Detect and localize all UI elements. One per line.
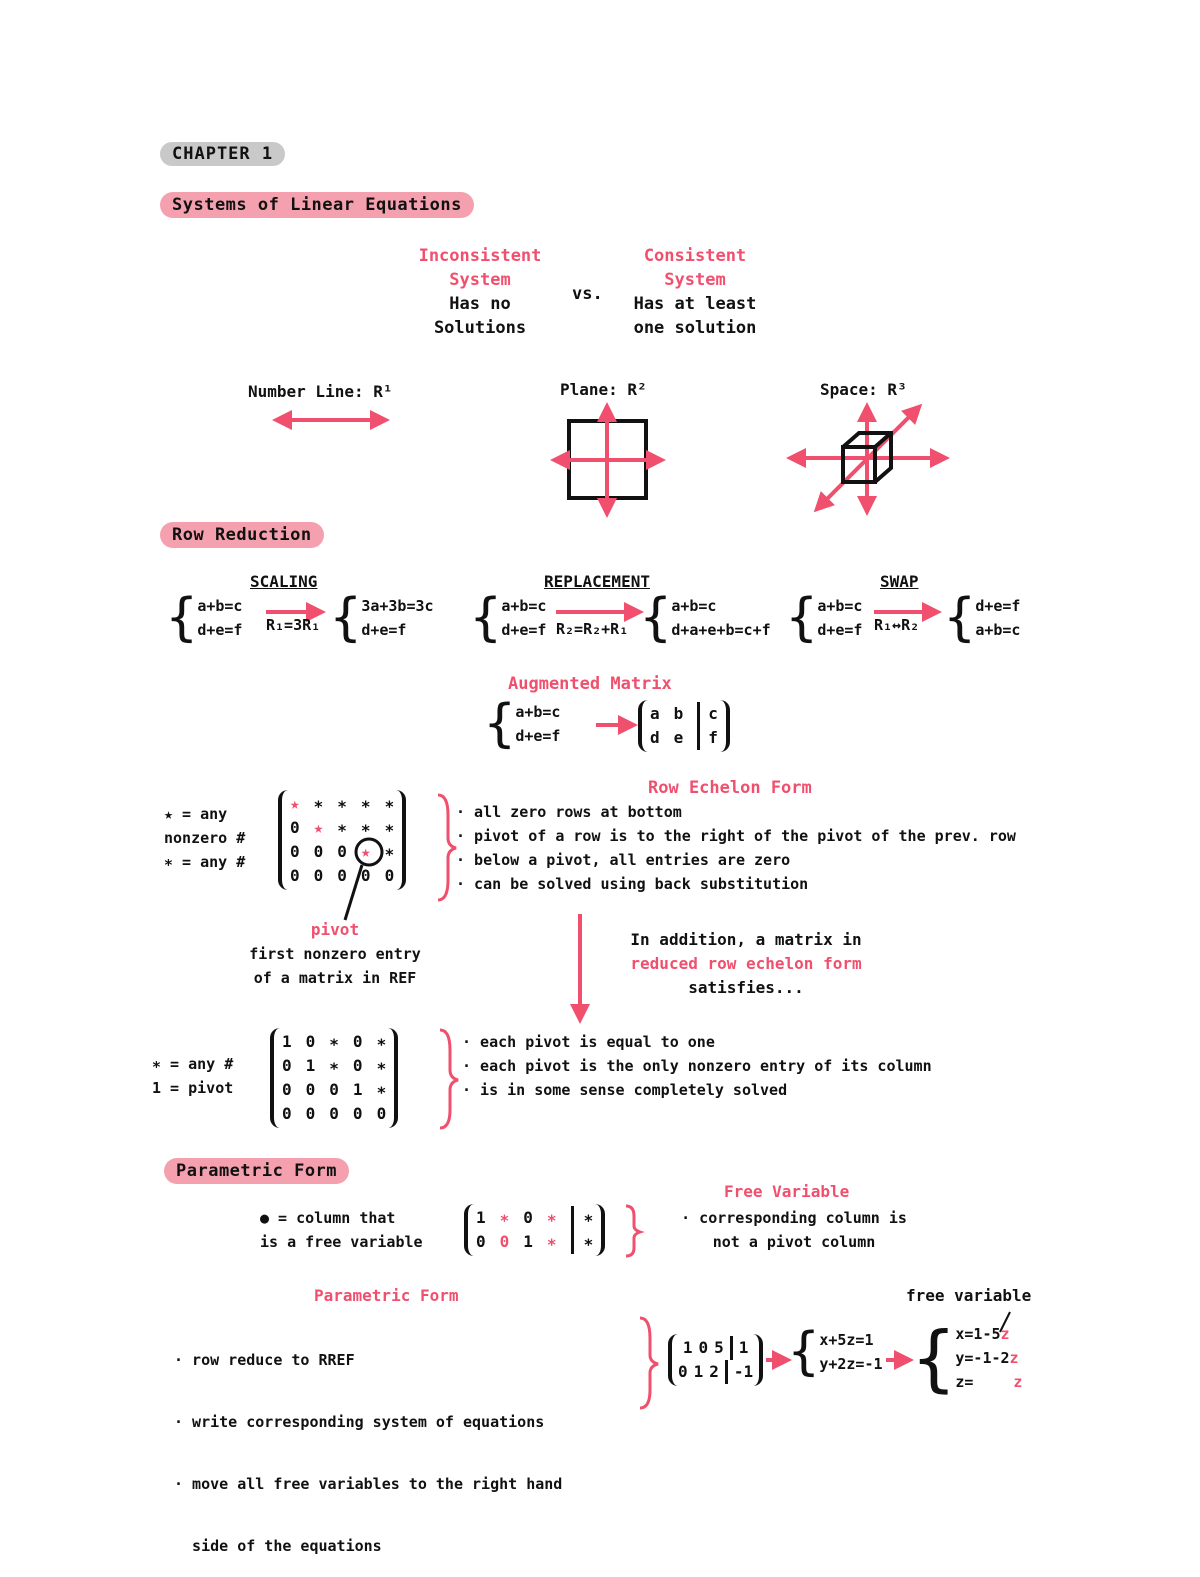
left-brace: { xyxy=(640,588,672,648)
eq-line: d+e=f xyxy=(975,597,1021,615)
left-brace: { xyxy=(912,1316,956,1400)
matrix-entry: ∗ xyxy=(329,1032,339,1051)
matrix-entry: ∗ xyxy=(384,818,395,837)
scaling-right-system xyxy=(330,588,434,648)
scaling-left-system xyxy=(166,588,243,648)
eq-line: x+5z=1 xyxy=(819,1331,874,1349)
matrix-entry: ∗ xyxy=(337,794,347,813)
matrix-entry: 1 xyxy=(305,1056,316,1075)
rule-item: · is in some sense completely solved xyxy=(462,1081,788,1099)
free-entry: ∗ xyxy=(499,1208,510,1227)
matrix-entry: 0 xyxy=(329,1080,339,1099)
inconsistent-desc: Has no xyxy=(449,294,511,314)
pform-system xyxy=(788,1322,883,1382)
matrix-entry: 0 xyxy=(313,866,324,885)
swap-left-system xyxy=(786,588,863,648)
free-variable-annotation: free variable xyxy=(906,1286,1032,1305)
consistent-desc-2: one solution xyxy=(633,318,757,338)
matrix-entry: 0 xyxy=(360,866,371,885)
transition-line: satisfies... xyxy=(688,978,804,997)
matrix-entry: 1 xyxy=(730,1336,749,1360)
matrix-entry: 0 xyxy=(290,818,300,837)
step-item: · row reduce to RREF xyxy=(174,1351,355,1369)
free-var: z xyxy=(1009,1349,1019,1367)
eq-line: d+e=f xyxy=(817,621,863,639)
eq-line: d+e=f xyxy=(361,621,407,639)
matrix-entry: ∗ xyxy=(571,1206,594,1230)
augmented-system xyxy=(484,694,561,754)
matrix-row xyxy=(290,816,394,840)
free-variable-title: Free Variable xyxy=(724,1182,850,1201)
replacement-left-system xyxy=(470,588,547,648)
chapter-label: CHAPTER 1 xyxy=(160,142,285,166)
left-brace: { xyxy=(330,588,362,648)
pivot-entry: ★ xyxy=(313,818,324,837)
section-title-systems: Systems of Linear Equations xyxy=(160,192,474,218)
rref-rules xyxy=(462,1030,1022,1102)
section-title-parametric: Parametric Form xyxy=(164,1158,349,1184)
rule-item: · all zero rows at bottom xyxy=(456,803,682,821)
free-legend-line: is a free variable xyxy=(260,1233,423,1251)
matrix-entry: 0 xyxy=(282,1056,292,1075)
eq-line: a+b=c xyxy=(671,597,717,615)
matrix-entry: 0 xyxy=(290,842,300,861)
rule-item: · below a pivot, all entries are zero xyxy=(456,851,791,869)
eq-line: a+b=c xyxy=(817,597,863,615)
matrix-entry: 0 xyxy=(376,1104,387,1123)
matrix-entry: ∗ xyxy=(571,1230,594,1254)
matrix-entry: 0 xyxy=(305,1104,316,1123)
free-legend xyxy=(260,1206,423,1254)
matrix-entry: d xyxy=(650,728,660,747)
left-brace: { xyxy=(944,588,976,648)
free-legend-line: ● = column that xyxy=(260,1209,396,1227)
eq-line: a+b=c xyxy=(501,597,547,615)
matrix-entry: 0 xyxy=(305,1032,316,1051)
matrix-entry: ∗ xyxy=(384,842,395,861)
eq-line: 3a+3b=3c xyxy=(361,597,434,615)
rref-legend xyxy=(152,1052,233,1100)
matrix-entry: 0 xyxy=(352,1104,363,1123)
free-var: z xyxy=(1000,1325,1010,1343)
left-brace: { xyxy=(470,588,502,648)
matrix-entry: 0 xyxy=(698,1338,709,1357)
pivot-desc: first nonzero entry xyxy=(249,945,421,963)
matrix-entry: 0 xyxy=(352,1056,363,1075)
free-entry: 0 xyxy=(499,1232,510,1251)
matrix-entry: ∗ xyxy=(376,1080,387,1099)
ref-matrix xyxy=(278,790,406,890)
matrix-entry: 1 xyxy=(693,1362,704,1381)
eq-line: d+e=f xyxy=(197,621,243,639)
swap-op: R₁↔R₂ xyxy=(874,616,920,634)
matrix-entry: 0 xyxy=(678,1362,688,1381)
ref-title: Row Echelon Form xyxy=(648,778,812,798)
number-line-label: Number Line: R¹ xyxy=(248,382,393,401)
matrix-entry: f xyxy=(697,726,718,750)
matrix-entry: e xyxy=(673,728,684,747)
pivot-entry: ★ xyxy=(290,794,300,813)
matrix-entry: 0 xyxy=(305,1080,316,1099)
solution-line: z= xyxy=(955,1373,974,1391)
rule-item: · can be solved using back substitution xyxy=(456,875,809,893)
inconsistent-desc-2: Solutions xyxy=(433,318,527,338)
eq-line: a+b=c xyxy=(515,703,561,721)
matrix-entry: a xyxy=(650,704,660,723)
free-entry: ∗ xyxy=(546,1232,557,1251)
free-desc-line: not a pivot column xyxy=(712,1233,876,1251)
matrix-entry: c xyxy=(697,702,718,726)
free-desc xyxy=(644,1206,944,1254)
matrix-row xyxy=(290,840,394,864)
consistent-title: Consistent xyxy=(643,246,747,266)
matrix-entry: ∗ xyxy=(313,794,324,813)
ref-brace xyxy=(438,795,456,900)
matrix-entry: 0 xyxy=(282,1080,292,1099)
matrix-row xyxy=(282,1054,386,1078)
swap-label: SWAP xyxy=(880,572,919,591)
matrix-entry: 0 xyxy=(337,866,347,885)
matrix-entry: 0 xyxy=(337,842,347,861)
space-label: Space: R³ xyxy=(820,380,907,399)
free-var: z xyxy=(1013,1373,1023,1391)
matrix-entry: ∗ xyxy=(329,1056,339,1075)
matrix-entry: 0 xyxy=(384,866,395,885)
rref-transition xyxy=(596,928,896,1000)
pivot-desc: of a matrix in REF xyxy=(253,969,417,987)
consistent-desc: Has at least xyxy=(633,294,757,314)
matrix-entry: 0 xyxy=(282,1104,292,1123)
matrix-entry: ∗ xyxy=(337,818,347,837)
rule-item: · each pivot is equal to one xyxy=(462,1033,715,1051)
matrix-entry: b xyxy=(673,704,684,723)
matrix-entry: 0 xyxy=(523,1208,533,1227)
step-item: · move all free variables to the right hand xyxy=(174,1475,563,1493)
legend-line: ★ = any xyxy=(164,805,228,823)
matrix-entry: 0 xyxy=(476,1232,486,1251)
matrix-entry: ∗ xyxy=(376,1056,387,1075)
eq-line: y+2z=-1 xyxy=(819,1355,883,1373)
transition-line: In addition, a matrix in xyxy=(630,930,862,949)
matrix-row xyxy=(290,792,394,816)
space-diagram xyxy=(792,408,944,510)
eq-line: a+b=c xyxy=(197,597,243,615)
legend-line: 1 = pivot xyxy=(152,1079,234,1097)
free-matrix xyxy=(464,1204,605,1256)
matrix-entry: 0 xyxy=(313,842,324,861)
matrix-entry: 0 xyxy=(352,1032,363,1051)
ref-rules xyxy=(456,800,1056,896)
inconsistent-title: Inconsistent xyxy=(418,246,542,266)
legend-line: ∗ = any # xyxy=(164,853,246,871)
pform-steps xyxy=(174,1310,644,1577)
free-desc-line: · corresponding column is xyxy=(681,1209,907,1227)
step-item: side of the equations xyxy=(174,1537,382,1555)
matrix-entry: ∗ xyxy=(376,1032,387,1051)
matrix-entry: 5 xyxy=(714,1338,724,1357)
legend-line: ∗ = any # xyxy=(152,1055,234,1073)
left-brace: { xyxy=(786,588,818,648)
consistent-title-2: System xyxy=(664,270,726,290)
pivot-definition xyxy=(220,918,450,990)
matrix-entry: 0 xyxy=(329,1104,339,1123)
solution-line: x=1-5 xyxy=(955,1325,1001,1343)
matrix-entry: 0 xyxy=(290,866,300,885)
ref-legend xyxy=(164,802,245,874)
vs-label: vs. xyxy=(572,284,603,304)
matrix-entry: ∗ xyxy=(360,794,371,813)
rule-item: · each pivot is the only nonzero entry of its column xyxy=(462,1057,932,1075)
transition-line: reduced row echelon form xyxy=(630,954,862,973)
matrix-entry: 1 xyxy=(476,1208,486,1227)
rref-matrix xyxy=(270,1028,398,1128)
matrix-entry: 1 xyxy=(682,1338,693,1357)
legend-line: nonzero # xyxy=(164,829,246,847)
matrix-row xyxy=(290,864,394,888)
rule-item: · pivot of a row is to the right of the pivot of the prev. row xyxy=(456,827,1016,845)
eq-line: d+e=f xyxy=(515,727,561,745)
augmented-matrix xyxy=(638,700,730,752)
matrix-entry: 2 xyxy=(709,1362,719,1381)
matrix-entry: ∗ xyxy=(384,794,395,813)
pform-solution xyxy=(912,1316,1023,1400)
matrix-entry: -1 xyxy=(725,1360,753,1384)
eq-line: a+b=c xyxy=(975,621,1021,639)
solution-line: y=-1-2 xyxy=(955,1349,1010,1367)
eq-line: d+e=f xyxy=(501,621,547,639)
free-entry: ∗ xyxy=(546,1208,557,1227)
matrix-entry: ∗ xyxy=(360,818,371,837)
matrix-entry: 1 xyxy=(523,1232,533,1251)
replacement-label: REPLACEMENT xyxy=(544,572,650,591)
pform-matrix xyxy=(668,1334,763,1386)
replacement-right-system xyxy=(640,588,771,648)
eq-line: d+a+e+b=c+f xyxy=(671,621,771,639)
augmented-title: Augmented Matrix xyxy=(508,674,672,694)
matrix-row xyxy=(282,1030,386,1054)
left-brace: { xyxy=(166,588,198,648)
scaling-label: SCALING xyxy=(250,572,318,591)
step-item: · write corresponding system of equations xyxy=(174,1413,545,1431)
plane-label: Plane: R² xyxy=(560,380,647,399)
swap-right-system xyxy=(944,588,1021,648)
matrix-entry: 1 xyxy=(282,1032,292,1051)
matrix-entry: 1 xyxy=(352,1080,363,1099)
pform-title: Parametric Form xyxy=(314,1286,459,1305)
matrix-row xyxy=(282,1078,386,1102)
pivot-label: pivot xyxy=(310,920,360,939)
rref-brace xyxy=(440,1030,458,1128)
pivot-entry: ★ xyxy=(360,842,371,861)
inconsistent-title-2: System xyxy=(449,270,511,290)
free-brace xyxy=(626,1206,640,1256)
section-title-row-reduction: Row Reduction xyxy=(160,522,324,548)
left-brace: { xyxy=(788,1322,820,1382)
scaling-op: R₁=3R₁ xyxy=(266,616,321,634)
left-brace: { xyxy=(484,694,516,754)
matrix-row xyxy=(282,1102,386,1126)
plane-diagram xyxy=(556,408,660,512)
replacement-op: R₂=R₂+R₁ xyxy=(556,620,629,638)
